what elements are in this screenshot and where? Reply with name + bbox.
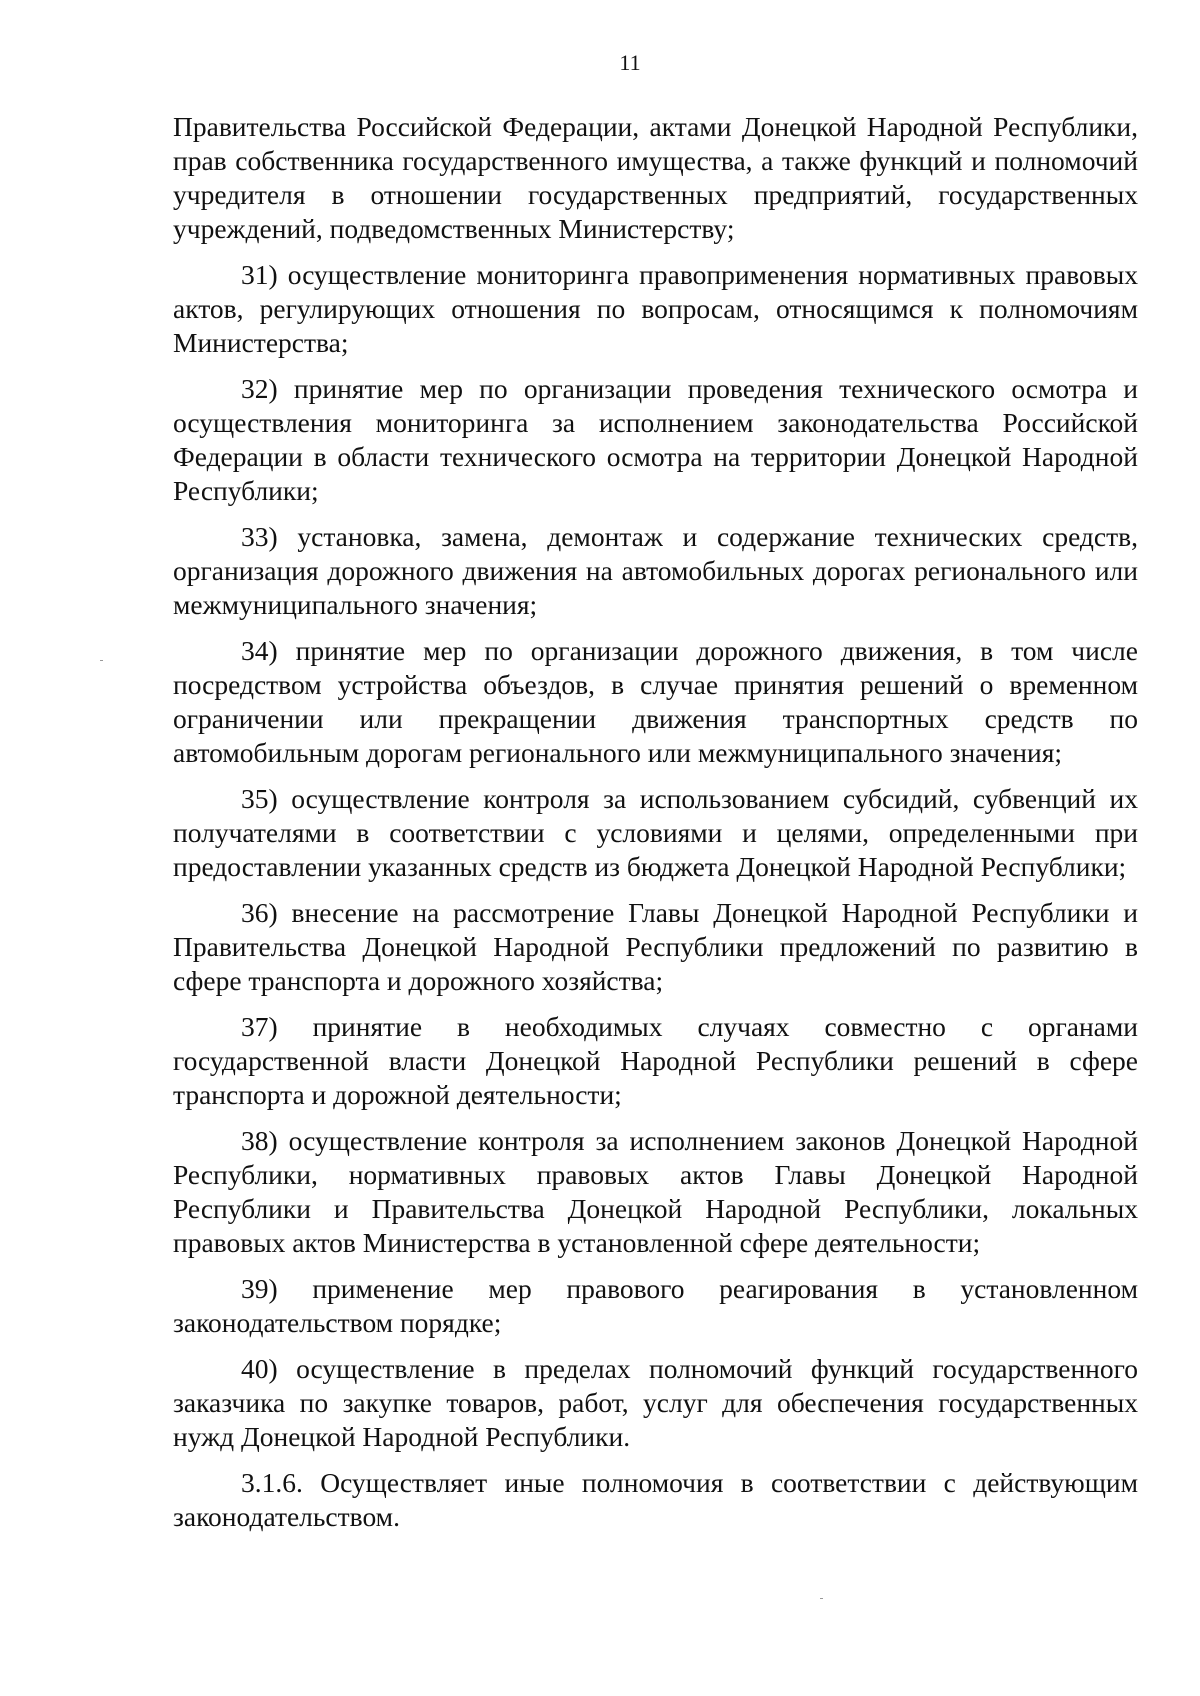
list-item-35	[173, 782, 1138, 884]
item-number: 35)	[241, 783, 278, 814]
paragraph-text: Осуществляет иные полномочия в соответствии с действующим законодательством.	[173, 1467, 1138, 1532]
list-item-36	[173, 896, 1138, 998]
page-number: 11	[619, 50, 641, 75]
paragraph-text: осуществление мониторинга правоприменения нормативных правовых актов, регулирующих отношения по вопросам, относящимся к полномочиям Министерства;	[173, 259, 1138, 358]
list-item-37	[173, 1010, 1138, 1112]
list-item-38	[173, 1124, 1138, 1260]
item-number: 31)	[241, 259, 278, 290]
paragraph-text: принятие мер по организации дорожного движения, в том числе посредством устройства объездов, в случае принятия решений о временном ограничении или прекращении движения транспортных средств по автомобильным дорогам регионального или межмуниципального значения;	[173, 635, 1138, 768]
paragraph-text: установка, замена, демонтаж и содержание технических средств, организация дорожного движения на автомобильных дорогах регионального или межмуниципального значения;	[173, 521, 1138, 620]
paragraph-text: осуществление контроля за использованием субсидий, субвенций их получателями в соответствии с условиями и целями, определенными при предоставлении указанных средств из бюджета Донецкой Народной Республики;	[173, 783, 1139, 882]
item-number: 33)	[241, 521, 278, 552]
list-item-34	[173, 634, 1138, 770]
scan-speck	[820, 1598, 823, 1599]
paragraph-text: Правительства Российской Федерации, актами Донецкой Народной Республики, прав собственника государственного имущества, а также функций и полномочий учредителя в отношении государственных предприятий, государственных учреждений, подведомственных Министерству;	[173, 111, 1138, 244]
paragraph-text: применение мер правового реагирования в установленном законодательством порядке;	[173, 1273, 1138, 1338]
paragraph-text: принятие в необходимых случаях совместно с органами государственной власти Донецкой Народной Республики решений в сфере транспорта и дорожной деятельности;	[173, 1011, 1139, 1110]
document-body	[173, 110, 1138, 1546]
list-item-39	[173, 1272, 1138, 1340]
item-number: 36)	[241, 897, 278, 928]
item-number: 34)	[241, 635, 278, 666]
paragraph-text: осуществление контроля за исполнением законов Донецкой Народной Республики, нормативных правовых актов Главы Донецкой Народной Республики и Правительства Донецкой Народной Республики, локальных правовых актов Министерства в установленной сфере деятельности;	[173, 1125, 1138, 1258]
item-number: 38)	[241, 1125, 278, 1156]
paragraph-text: внесение на рассмотрение Главы Донецкой Народной Республики и Правительства Донецкой Народной Республики предложений по развитию в сфере транспорта и дорожного хозяйства;	[173, 897, 1139, 996]
item-number: 39)	[241, 1273, 278, 1304]
list-item-32	[173, 372, 1138, 508]
list-item-40	[173, 1352, 1138, 1454]
item-number: 37)	[241, 1011, 278, 1042]
item-number: 32)	[241, 373, 278, 404]
list-item-31	[173, 258, 1138, 360]
scan-speck	[100, 660, 103, 661]
paragraph-continuation	[173, 110, 1138, 246]
list-item-33	[173, 520, 1138, 622]
paragraph-text: осуществление в пределах полномочий функций государственного заказчика по закупке товаров, работ, услуг для обеспечения государственных нужд Донецкой Народной Республики.	[173, 1353, 1138, 1452]
item-number: 40)	[241, 1353, 278, 1384]
section-3-1-6	[173, 1466, 1138, 1534]
section-number: 3.1.6.	[241, 1467, 303, 1498]
paragraph-text: принятие мер по организации проведения технического осмотра и осуществления мониторинга за исполнением законодательства Российской Федерации в области технического осмотра на территории Донецкой Народной Республики;	[173, 373, 1138, 506]
